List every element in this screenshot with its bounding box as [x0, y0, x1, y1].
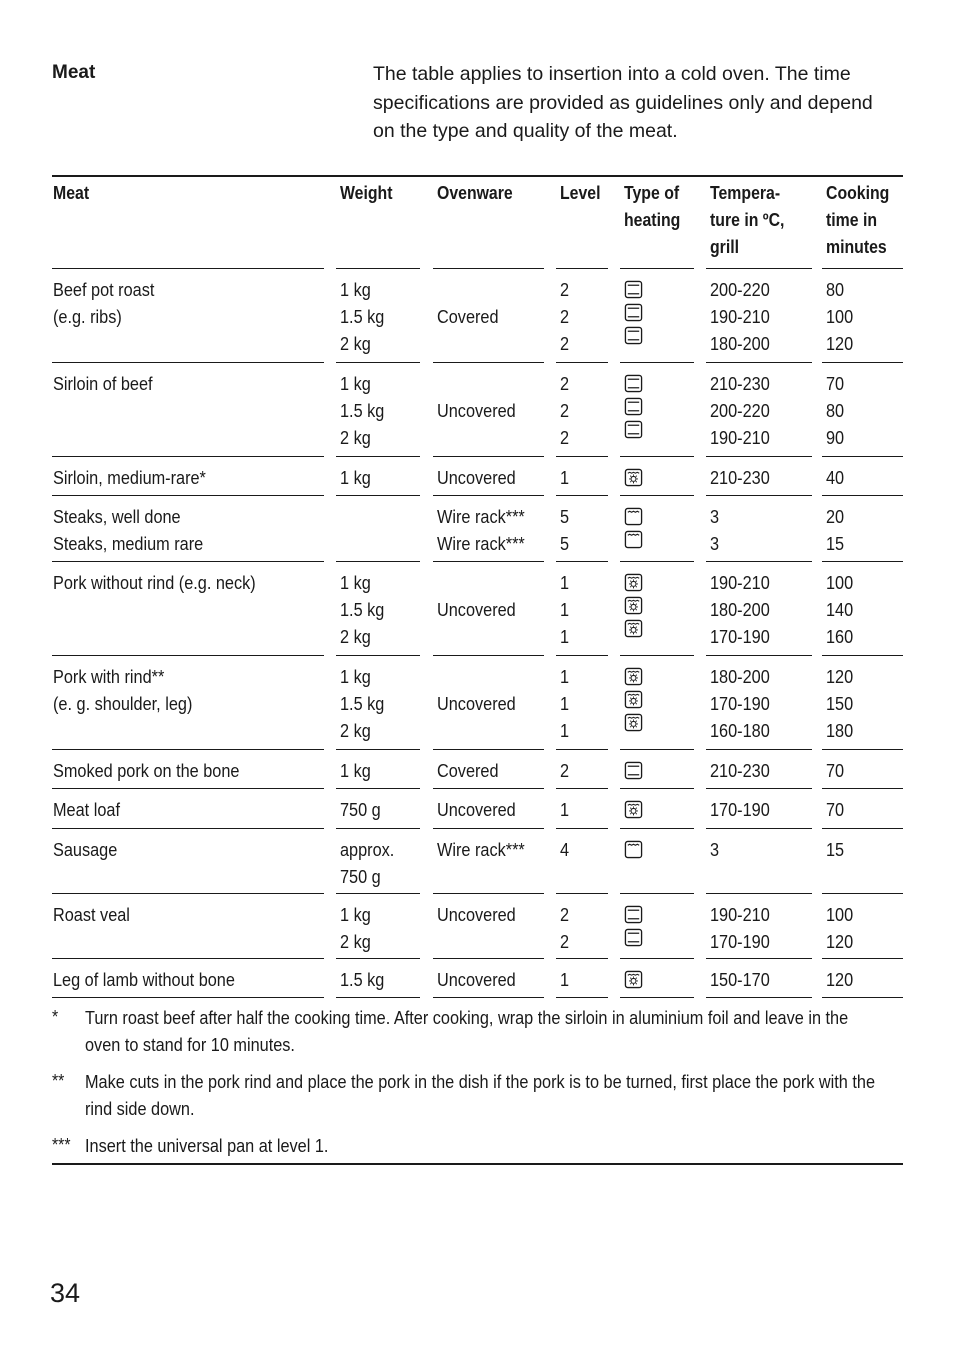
level-cell-line: 5: [560, 533, 570, 554]
ovenware-cell: Uncovered: [437, 693, 516, 714]
weight-cell-line: 1.5 kg: [340, 969, 385, 990]
time-cell-line: 150: [826, 693, 854, 714]
header-line: ture in ºC,: [710, 210, 785, 230]
time-cell-line: 120: [826, 969, 854, 990]
weight-cell-line: 2 kg: [340, 626, 371, 647]
temp-cell: [710, 569, 770, 650]
level-cell: [560, 663, 569, 744]
temp-cell-line: 200-220: [710, 279, 770, 300]
weight-cell-line: 750 g: [340, 866, 381, 887]
time-cell-line: 80: [826, 400, 845, 421]
footnote-mark: **: [52, 1071, 65, 1091]
level-cell: [560, 569, 569, 650]
ovenware-cell: Uncovered: [437, 799, 516, 820]
level-cell: [560, 503, 569, 557]
temp-cell: [710, 901, 770, 955]
thermogrill-icon: [624, 468, 643, 487]
meat-cell-line: Leg of lamb without bone: [53, 969, 235, 990]
weight-cell-line: 1 kg: [340, 572, 371, 593]
time-cell-line: 100: [826, 306, 854, 327]
ovenware-cell: Uncovered: [437, 599, 516, 620]
time-cell: [826, 276, 853, 357]
weight-cell-line: approx.: [340, 839, 395, 860]
time-cell-line: 120: [826, 931, 854, 952]
time-cell-line: 120: [826, 333, 854, 354]
weight-cell-line: 1 kg: [340, 666, 371, 687]
level-cell-line: 2: [560, 931, 570, 952]
ovenware-cell: Uncovered: [437, 904, 516, 925]
row-rule: [620, 997, 694, 998]
level-cell-line: 1: [560, 799, 570, 820]
footnote-mark: *: [52, 1007, 59, 1027]
level-cell-line: 2: [560, 306, 570, 327]
temp-cell-line: 190-210: [710, 572, 770, 593]
ovenware-cell: Uncovered: [437, 969, 516, 990]
level-cell: [560, 966, 569, 993]
meat-cell: [53, 966, 235, 993]
level-cell: [560, 796, 569, 823]
level-cell: [560, 836, 569, 863]
level-cell-line: 1: [560, 626, 570, 647]
table-header: [52, 175, 903, 269]
meat-cell: [53, 276, 154, 330]
heating-cell: [624, 370, 643, 443]
temp-cell: [710, 276, 770, 357]
time-cell: [826, 370, 844, 451]
level-cell: [560, 901, 569, 955]
weight-cell-line: 2 kg: [340, 333, 371, 354]
weight-cell-line: 750 g: [340, 799, 381, 820]
weight-cell-line: 2 kg: [340, 931, 371, 952]
temp-cell-line: 3: [710, 506, 720, 527]
time-cell-line: 40: [826, 467, 845, 488]
heating-cell: [624, 836, 643, 863]
temp-cell-line: 150-170: [710, 969, 770, 990]
header-level: [560, 180, 601, 207]
time-cell: [826, 569, 853, 650]
time-cell-line: 160: [826, 626, 854, 647]
level-cell-line: 2: [560, 904, 570, 925]
grill-icon: [624, 530, 643, 549]
thermogrill-icon: [624, 667, 643, 686]
level-cell-line: 2: [560, 427, 570, 448]
weight-cell-line: 1.5 kg: [340, 693, 385, 714]
temp-cell-line: 180-200: [710, 333, 770, 354]
temp-cell-line: 3: [710, 839, 720, 860]
temp-cell-line: 170-190: [710, 693, 770, 714]
top-bottom-heating-icon: [624, 303, 643, 322]
table-row: [52, 363, 903, 457]
weight-cell: [340, 757, 371, 784]
ovenware-cell-line: Wire rack***: [437, 506, 525, 527]
ovenware-cell: Uncovered: [437, 400, 516, 421]
footnote-text: Insert the universal pan at level 1.: [85, 1135, 329, 1156]
header-line: Meat: [53, 183, 90, 203]
level-cell-line: 4: [560, 839, 570, 860]
header-line: Tempera-: [710, 183, 781, 203]
table-row: [52, 829, 903, 894]
meat-cell: [53, 663, 192, 717]
header-weight: [340, 180, 393, 207]
level-cell-line: 1: [560, 572, 570, 593]
level-cell: [560, 757, 569, 784]
meat-cell: [53, 901, 130, 928]
meat-cell-line: Sirloin, medium-rare*: [53, 467, 206, 488]
level-cell-line: 1: [560, 969, 570, 990]
heating-cell: [624, 276, 643, 349]
weight-cell-line: 1.5 kg: [340, 400, 385, 421]
top-bottom-heating-icon: [624, 280, 643, 299]
weight-cell-line: 1.5 kg: [340, 599, 385, 620]
level-cell: [560, 464, 569, 491]
temp-cell-line: 190-210: [710, 904, 770, 925]
temp-cell-line: 190-210: [710, 427, 770, 448]
meat-cell-line: Smoked pork on the bone: [53, 760, 240, 781]
thermogrill-icon: [624, 619, 643, 638]
header-line: grill: [710, 237, 740, 257]
table-row: [52, 562, 903, 656]
meat-cell-line: Sausage: [53, 839, 118, 860]
meat-cell: [53, 796, 120, 823]
weight-cell: [340, 464, 371, 491]
meat-cell-line: Sirloin of beef: [53, 373, 153, 394]
level-cell-line: 2: [560, 373, 570, 394]
temp-cell-line: 210-230: [710, 467, 770, 488]
temp-cell-line: 170-190: [710, 626, 770, 647]
temp-cell-line: 3: [710, 533, 720, 554]
temp-cell: [710, 370, 770, 451]
table-row: [52, 269, 903, 363]
time-cell-line: 15: [826, 839, 845, 860]
temp-cell: [710, 796, 770, 823]
weight-cell-line: 1 kg: [340, 279, 371, 300]
thermogrill-icon: [624, 713, 643, 732]
meat-cell-line: Pork without rind (e.g. neck): [53, 572, 256, 593]
meat-cell-line: Steaks, medium rare: [53, 533, 204, 554]
weight-cell-line: 1.5 kg: [340, 306, 385, 327]
top-bottom-heating-icon: [624, 326, 643, 345]
header-line: Type of: [624, 183, 680, 203]
row-rule: [706, 997, 812, 998]
meat-cell: [53, 464, 206, 491]
heating-cell: [624, 503, 643, 553]
weight-cell-line: 2 kg: [340, 427, 371, 448]
meat-cell-line: (e. g. shoulder, leg): [53, 693, 193, 714]
meat-cell-line: Steaks, well done: [53, 506, 181, 527]
time-cell: [826, 966, 853, 993]
meat-cell-line: Pork with rind**: [53, 666, 165, 687]
top-bottom-heating-icon: [624, 761, 643, 780]
weight-cell-line: 2 kg: [340, 720, 371, 741]
time-cell-line: 180: [826, 720, 854, 741]
level-cell-line: 1: [560, 599, 570, 620]
temp-cell-line: 190-210: [710, 306, 770, 327]
time-cell-line: 70: [826, 760, 845, 781]
weight-cell: [340, 966, 384, 993]
temp-cell-line: 160-180: [710, 720, 770, 741]
header-heating: [624, 180, 680, 234]
header-line: heating: [624, 210, 681, 230]
page-number: 34: [50, 1278, 81, 1308]
time-cell-line: 70: [826, 373, 845, 394]
temp-cell-line: 170-190: [710, 799, 770, 820]
temp-cell-line: 210-230: [710, 760, 770, 781]
footnote-text: Make cuts in the pork rind and place the pork in the dish if the pork is to be turned, first place the pork with the rind side down.: [85, 1071, 876, 1119]
ovenware-cell: [437, 503, 525, 557]
meat-cell-line: Meat loaf: [53, 799, 120, 820]
temp-cell-line: 170-190: [710, 931, 770, 952]
grill-icon: [624, 507, 643, 526]
top-bottom-heating-icon: [624, 397, 643, 416]
weight-cell-line: 1 kg: [340, 373, 371, 394]
heating-cell: [624, 757, 643, 784]
row-rule: [336, 997, 420, 998]
header-time: [826, 180, 889, 261]
ovenware-cell: Wire rack***: [437, 839, 525, 860]
table-row: [52, 457, 903, 496]
time-cell: [826, 757, 844, 784]
table-row: [52, 656, 903, 750]
header-ovenware: [437, 180, 513, 207]
temp-cell: [710, 836, 719, 863]
meat-cell: [53, 569, 256, 596]
time-cell: [826, 663, 853, 744]
heating-cell: [624, 569, 643, 642]
time-cell: [826, 464, 844, 491]
meat-cell: [53, 370, 153, 397]
weight-cell-line: 1 kg: [340, 904, 371, 925]
weight-cell: [340, 276, 384, 357]
header-line: Level: [560, 183, 601, 203]
table-row: [52, 789, 903, 829]
thermogrill-icon: [624, 596, 643, 615]
row-rule: [433, 997, 544, 998]
heating-cell: [624, 966, 643, 993]
thermogrill-icon: [624, 970, 643, 989]
header-line: Cooking: [826, 183, 890, 203]
level-cell: [560, 370, 569, 451]
footnote-text: Turn roast beef after half the cooking time. After cooking, wrap the sirloin in aluminium foil and leave in the oven to stand for 10 minutes.: [85, 1007, 849, 1055]
time-cell-line: 100: [826, 572, 854, 593]
table-row: [52, 959, 903, 998]
row-rule: [556, 997, 608, 998]
time-cell-line: 15: [826, 533, 845, 554]
weight-cell: [340, 836, 394, 890]
heating-cell: [624, 464, 643, 491]
header-meat: [53, 180, 89, 207]
thermogrill-icon: [624, 690, 643, 709]
level-cell-line: 1: [560, 720, 570, 741]
level-cell-line: 2: [560, 279, 570, 300]
temp-cell: [710, 464, 770, 491]
table-bottom-rule: [52, 1163, 903, 1165]
level-cell-line: 2: [560, 760, 570, 781]
top-bottom-heating-icon: [624, 928, 643, 947]
header-line: time in: [826, 210, 878, 230]
time-cell-line: 20: [826, 506, 845, 527]
level-cell-line: 1: [560, 693, 570, 714]
top-bottom-heating-icon: [624, 420, 643, 439]
table-row: [52, 496, 903, 562]
time-cell: [826, 796, 844, 823]
time-cell: [826, 901, 853, 955]
meat-cell: [53, 836, 117, 863]
thermogrill-icon: [624, 800, 643, 819]
level-cell-line: 2: [560, 333, 570, 354]
temp-cell: [710, 966, 770, 993]
header-line: minutes: [826, 237, 887, 257]
temp-cell: [710, 663, 770, 744]
meat-cell-line: Beef pot roast: [53, 279, 155, 300]
time-cell-line: 100: [826, 904, 854, 925]
level-cell: [560, 276, 569, 357]
weight-cell: [340, 663, 384, 744]
heating-cell: [624, 901, 643, 951]
ovenware-cell: Covered: [437, 760, 499, 781]
footnote-mark: ***: [52, 1135, 71, 1155]
temp-cell: [710, 757, 770, 784]
meat-cell-line: (e.g. ribs): [53, 306, 122, 327]
time-cell-line: 80: [826, 279, 845, 300]
top-bottom-heating-icon: [624, 905, 643, 924]
weight-cell: [340, 796, 381, 823]
meat-cell-line: Roast veal: [53, 904, 130, 925]
time-cell-line: 120: [826, 666, 854, 687]
grill-icon: [624, 840, 643, 859]
meat-cell: [53, 503, 203, 557]
time-cell-line: 140: [826, 599, 854, 620]
time-cell-line: 70: [826, 799, 845, 820]
temp-cell: [710, 503, 719, 557]
ovenware-cell: Covered: [437, 306, 499, 327]
level-cell-line: 1: [560, 666, 570, 687]
level-cell-line: 1: [560, 467, 570, 488]
ovenware-cell-line: Wire rack***: [437, 533, 525, 554]
heating-cell: [624, 796, 643, 823]
time-cell: [826, 503, 844, 557]
level-cell-line: 2: [560, 400, 570, 421]
ovenware-cell: Uncovered: [437, 467, 516, 488]
heating-cell: [624, 663, 643, 736]
temp-cell-line: 180-200: [710, 599, 770, 620]
level-cell-line: 5: [560, 506, 570, 527]
weight-cell: [340, 370, 384, 451]
header-line: Ovenware: [437, 183, 513, 203]
weight-cell: [340, 569, 384, 650]
thermogrill-icon: [624, 573, 643, 592]
weight-cell-line: 1 kg: [340, 467, 371, 488]
weight-cell: [340, 901, 371, 955]
temp-cell-line: 200-220: [710, 400, 770, 421]
meat-cell: [53, 757, 239, 784]
temp-cell-line: 180-200: [710, 666, 770, 687]
time-cell: [826, 836, 844, 863]
weight-cell-line: 1 kg: [340, 760, 371, 781]
row-rule: [822, 997, 903, 998]
time-cell-line: 90: [826, 427, 845, 448]
top-bottom-heating-icon: [624, 374, 643, 393]
section-title: Meat: [52, 62, 96, 83]
intro-text: The table applies to insertion into a cold oven. The time specifications are provided as guidelines only and depend on the type and quality of the meat.: [373, 63, 873, 142]
temp-cell-line: 210-230: [710, 373, 770, 394]
header-temp: [710, 180, 784, 261]
row-rule: [52, 997, 324, 998]
header-line: Weight: [340, 183, 393, 203]
table-row: [52, 750, 903, 789]
table-row: [52, 894, 903, 959]
